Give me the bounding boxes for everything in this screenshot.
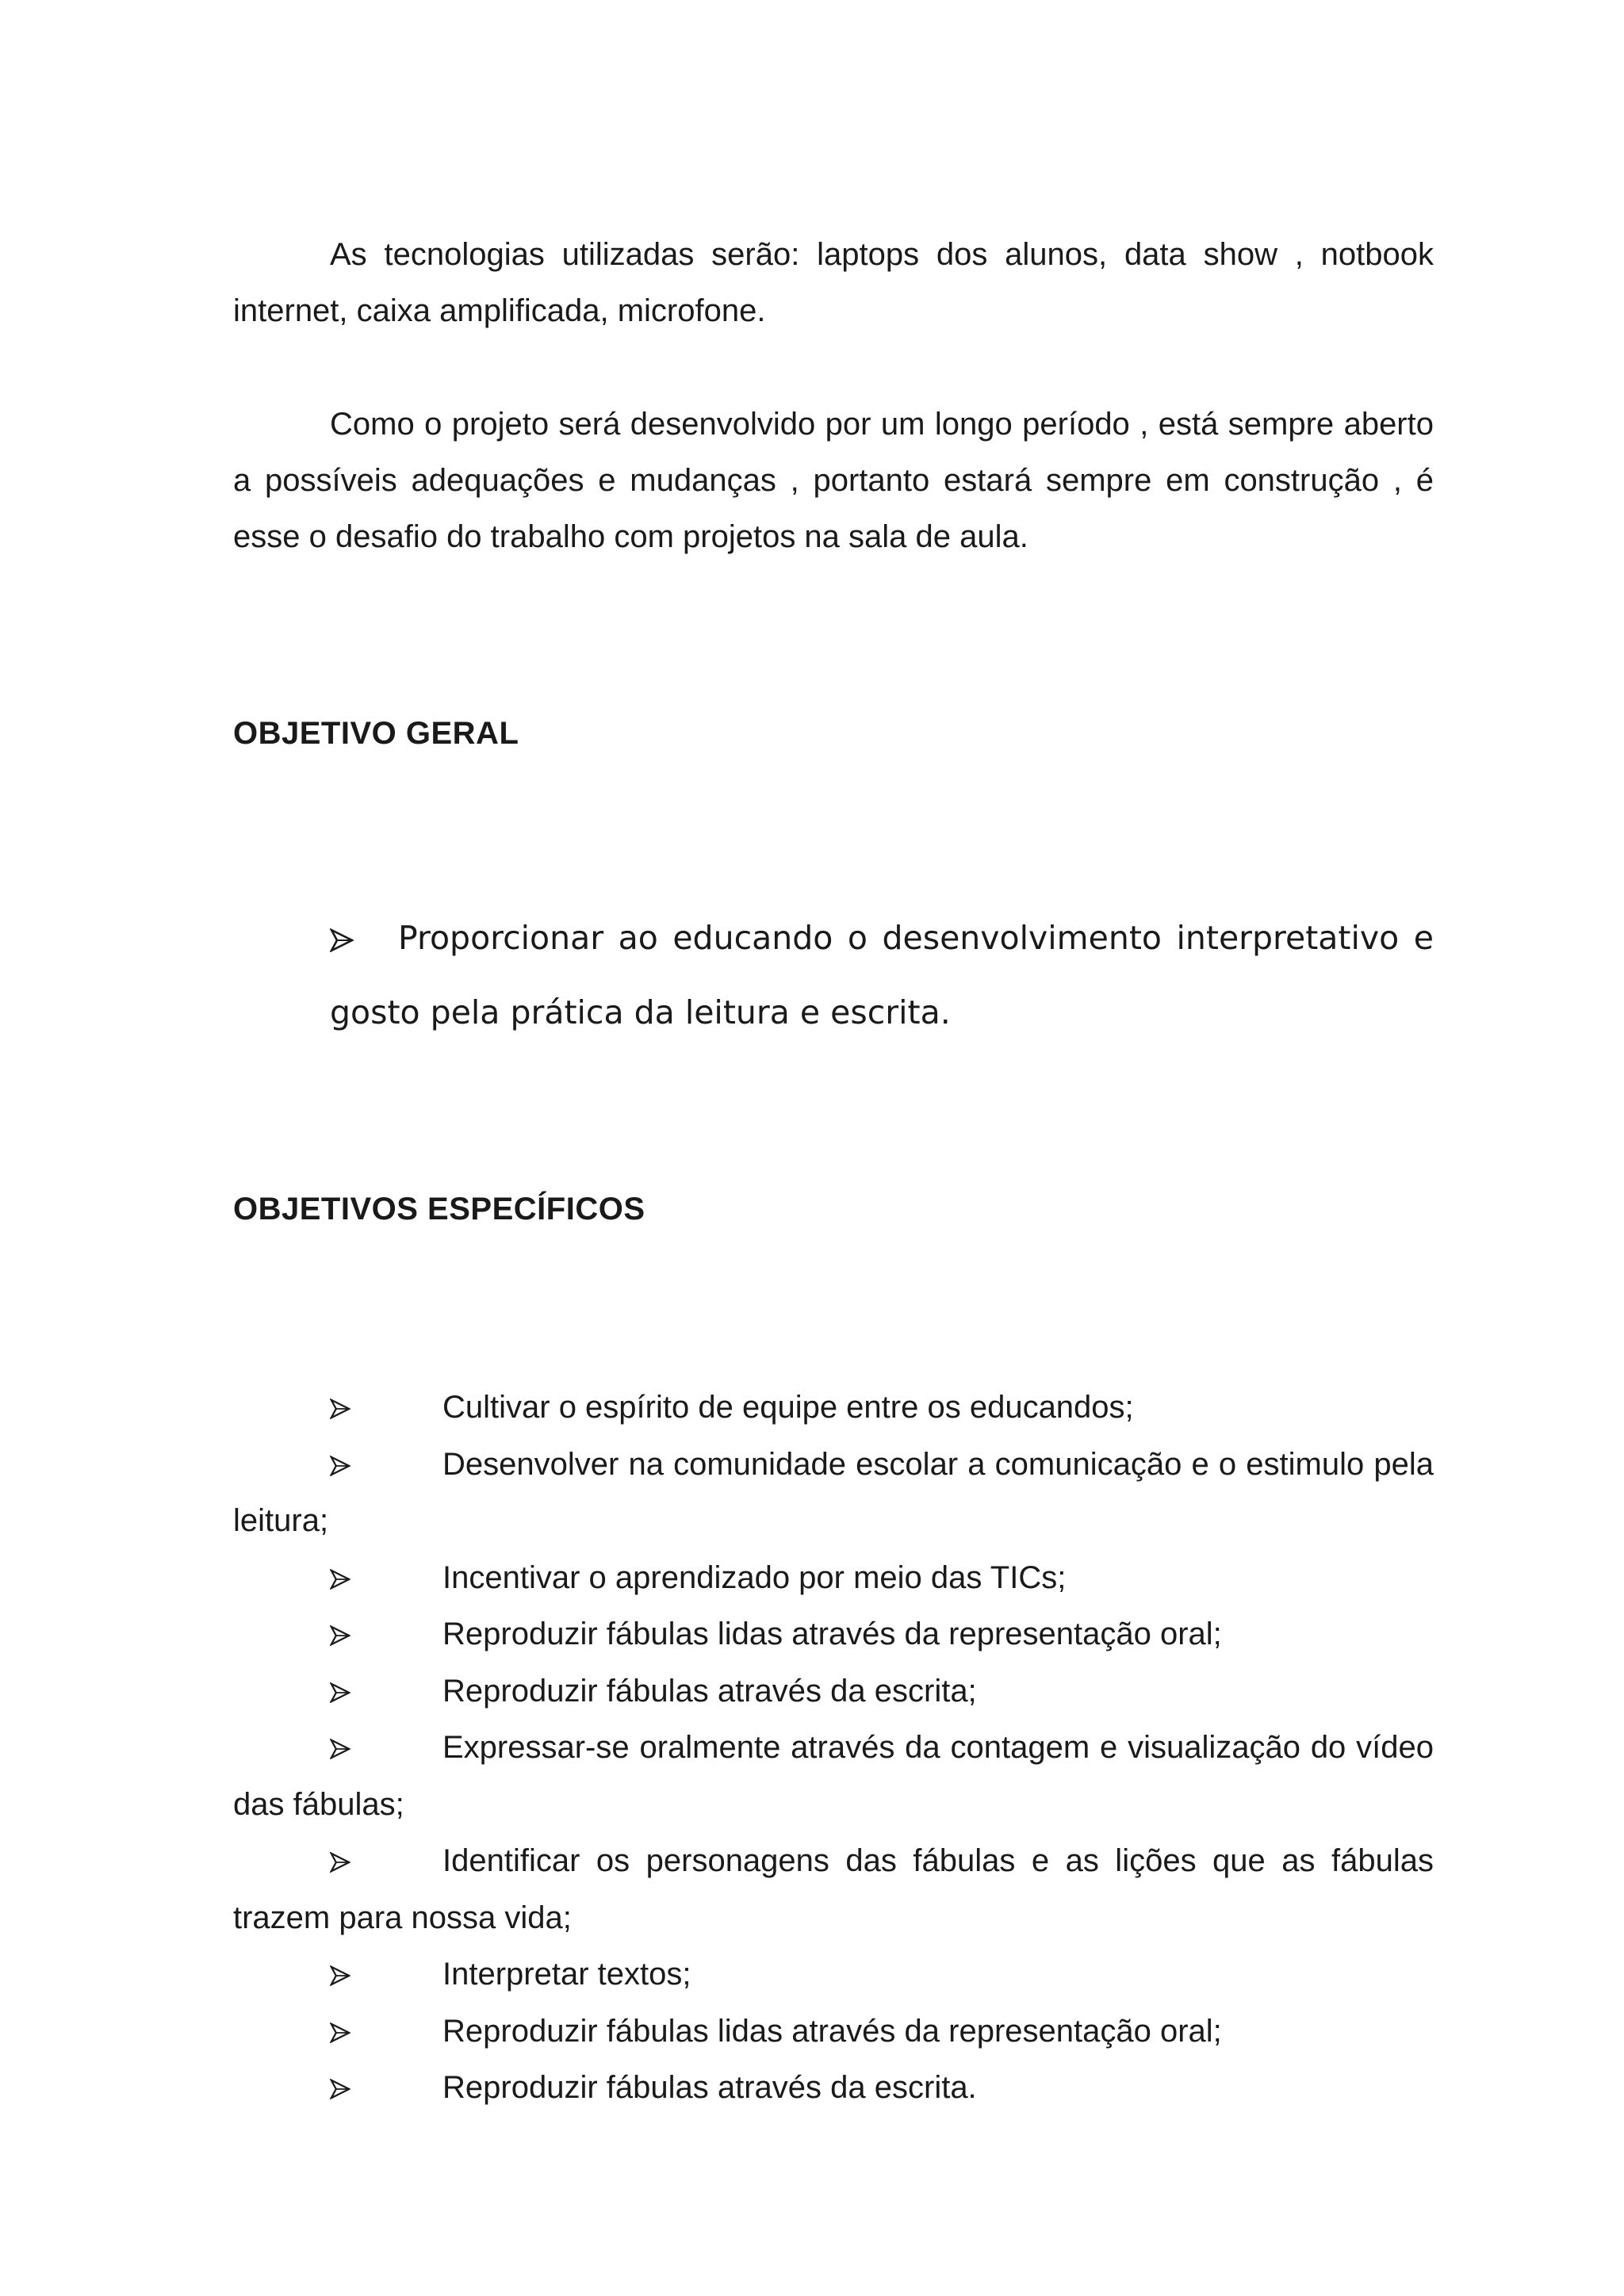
specific-objectives-list bbox=[233, 1380, 1434, 2117]
arrowhead-bullet-icon bbox=[330, 1852, 350, 1873]
arrowhead-bullet-icon bbox=[330, 1965, 350, 1986]
objective-text: Cultivar o espírito de equipe entre os educandos; bbox=[442, 1390, 1134, 1425]
objective-list-item bbox=[233, 1720, 1434, 1833]
objective-text: Desenvolver na comunidade escolar a comunicação e o estimulo pela leitura; bbox=[233, 1446, 1434, 1538]
objective-list-item bbox=[233, 1380, 1434, 1437]
objective-list-item bbox=[233, 1833, 1434, 1946]
arrowhead-bullet-icon bbox=[330, 1625, 350, 1646]
arrowhead-bullet-icon bbox=[330, 2022, 350, 2043]
objective-list-item bbox=[233, 1606, 1434, 1663]
arrowhead-bullet-icon bbox=[330, 1456, 350, 1476]
paragraph-technologies: As tecnologias utilizadas serão: laptops dos alunos, data show , notbook internet, caixa amplificada, microfone. bbox=[233, 237, 1434, 328]
objective-text: Interpretar textos; bbox=[442, 1957, 691, 1992]
objective-text: Reproduzir fábulas através da escrita; bbox=[442, 1673, 977, 1709]
heading-general-objective: OBJETIVO GERAL bbox=[233, 716, 519, 751]
objective-list-item bbox=[233, 1663, 1434, 1720]
objective-text: Incentivar o aprendizado por meio das TICs; bbox=[442, 1559, 1067, 1595]
objective-text: Reproduzir fábulas lidas através da representação oral; bbox=[442, 2013, 1222, 2049]
objective-text: Reproduzir fábulas através da escrita. bbox=[442, 2070, 977, 2105]
objective-list-item bbox=[233, 1946, 1434, 2003]
objective-list-item bbox=[233, 1437, 1434, 1550]
objective-list-item bbox=[233, 1550, 1434, 1607]
arrowhead-bullet-icon bbox=[330, 1569, 350, 1590]
paragraph-project-construction: Como o projeto será desenvolvido por um longo período , está sempre aberto a possíveis adequações e mudanças , portanto estará sempre em construção , é esse o desafio do trabalho com projetos na sala de aula. bbox=[233, 407, 1434, 554]
heading-specific-objectives: OBJETIVOS ESPECÍFICOS bbox=[233, 1192, 645, 1226]
arrowhead-bullet-icon bbox=[330, 2079, 350, 2099]
objective-text: Identificar os personagens das fábulas e as lições que as fábulas trazem para nossa vida; bbox=[233, 1843, 1434, 1935]
general-objective-block bbox=[330, 901, 1434, 1050]
general-objective-line-1: Proporcionar ao educando o desenvolvimento interpretativo e bbox=[398, 919, 1434, 957]
arrowhead-bullet-icon bbox=[330, 1399, 350, 1419]
arrowhead-bullet-icon bbox=[330, 1739, 350, 1759]
objective-list-item bbox=[233, 2003, 1434, 2061]
objective-text: Reproduzir fábulas lidas através da representação oral; bbox=[442, 1617, 1222, 1651]
objective-list-item bbox=[233, 2060, 1434, 2117]
arrowhead-bullet-icon bbox=[330, 928, 350, 949]
objective-text: Expressar-se oralmente através da contagem e visualização do vídeo das fábulas; bbox=[233, 1730, 1434, 1822]
arrowhead-bullet-icon bbox=[330, 1682, 350, 1703]
general-objective-line-2: gosto pela prática da leitura e escrita. bbox=[330, 993, 951, 1031]
general-objective-item bbox=[330, 901, 1434, 975]
